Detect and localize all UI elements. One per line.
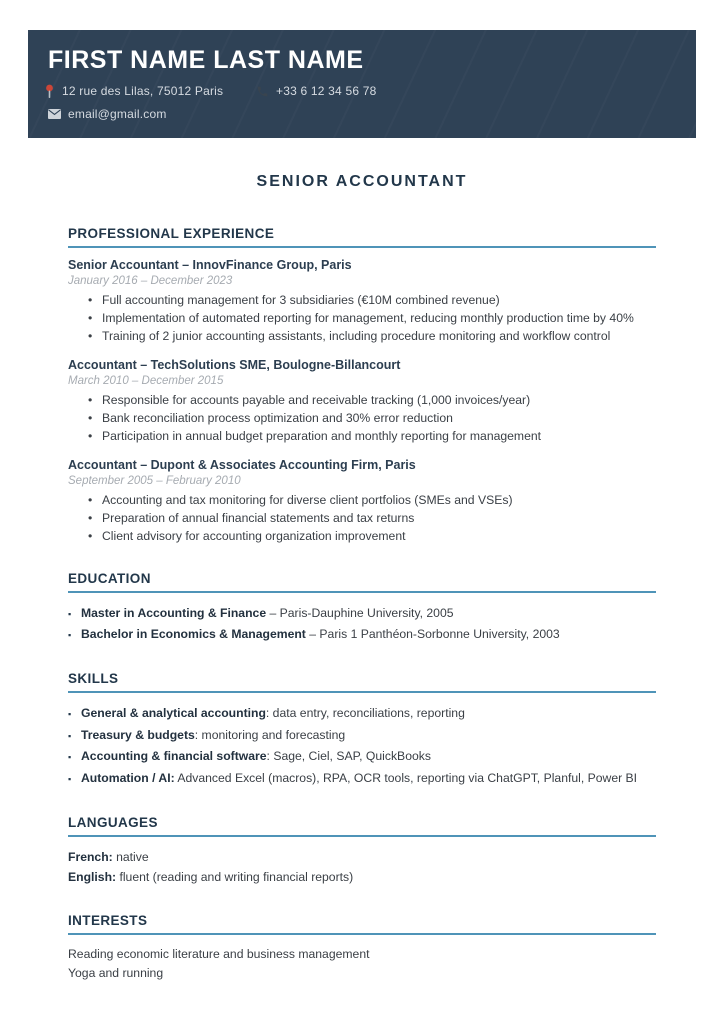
language-name: French: bbox=[68, 850, 113, 864]
experience-heading: PROFESSIONAL EXPERIENCE bbox=[68, 226, 656, 248]
job-dates: January 2016 – December 2023 bbox=[68, 275, 233, 287]
skill-detail: : data entry, reconciliations, reporting bbox=[265, 706, 465, 720]
job-entry bbox=[68, 358, 656, 445]
section-experience bbox=[68, 226, 656, 545]
envelope-icon bbox=[48, 109, 61, 119]
skill-detail: : Sage, Ciel, SAP, QuickBooks bbox=[266, 749, 431, 763]
interest-item: Reading economic literature and business management bbox=[68, 947, 370, 961]
job-bullet-list bbox=[68, 391, 656, 445]
skill-item bbox=[68, 725, 656, 747]
job-entry bbox=[68, 458, 656, 545]
address-item bbox=[44, 84, 256, 99]
job-bullet: • Implementation of automated reporting for management, reducing monthly production time by 40% bbox=[68, 309, 656, 327]
degree-name: Bachelor in Economics & Management bbox=[81, 627, 306, 641]
language-item bbox=[68, 847, 656, 867]
skill-item bbox=[68, 703, 656, 725]
job-bullet: • Full accounting management for 3 subsidiaries (€10M combined revenue) bbox=[68, 291, 656, 309]
skill-category: Accounting & financial software bbox=[81, 749, 267, 763]
email-item bbox=[48, 107, 167, 121]
education-item bbox=[68, 624, 656, 645]
person-name: FIRST NAME LAST NAME bbox=[48, 46, 364, 74]
address-text: 12 rue des Lilas, 75012 Paris bbox=[62, 84, 224, 98]
job-bullet: • Participation in annual budget preparation and monthly reporting for management bbox=[68, 427, 656, 445]
language-item bbox=[68, 867, 656, 887]
job-dates: March 2010 – December 2015 bbox=[68, 375, 224, 387]
degree-detail: – Paris 1 Panthéon-Sorbonne University, 2003 bbox=[305, 627, 560, 641]
skill-category: Automation / AI: bbox=[81, 770, 175, 785]
skill-detail: : monitoring and forecasting bbox=[194, 727, 346, 742]
language-level: native bbox=[112, 850, 149, 864]
job-bullet-list bbox=[68, 291, 656, 345]
skill-item bbox=[68, 746, 656, 768]
skill-item bbox=[68, 768, 656, 790]
job-title: Accountant – Dupont & Associates Accounting Firm, Paris bbox=[68, 458, 416, 472]
contact-row-1 bbox=[48, 84, 676, 99]
skills-heading: SKILLS bbox=[68, 671, 656, 693]
education-item bbox=[68, 603, 656, 624]
job-dates: September 2005 – February 2010 bbox=[68, 475, 241, 487]
job-bullet: • Accounting and tax monitoring for diverse client portfolios (SMEs and VSEs) bbox=[68, 491, 656, 509]
resume-body bbox=[68, 226, 656, 1008]
job-bullet: • Responsible for accounts payable and receivable tracking (1,000 invoices/year) bbox=[68, 391, 656, 409]
section-education bbox=[68, 571, 656, 645]
job-bullet: • Preparation of annual financial statements and tax returns bbox=[68, 509, 656, 527]
skills-list bbox=[68, 703, 656, 789]
section-languages bbox=[68, 815, 656, 887]
job-title: Senior Accountant – InnovFinance Group, Paris bbox=[68, 258, 352, 272]
contact-row-2 bbox=[48, 107, 676, 121]
job-bullet-list bbox=[68, 491, 656, 545]
phone-item bbox=[256, 84, 377, 98]
degree-name: Master in Accounting & Finance bbox=[81, 606, 267, 620]
skill-detail: Advanced Excel (macros), RPA, OCR tools, reporting via ChatGPT, Planful, Power BI bbox=[174, 770, 638, 785]
degree-detail: – Paris-Dauphine University, 2005 bbox=[266, 606, 454, 620]
section-interests bbox=[68, 913, 656, 982]
language-name: English: bbox=[68, 870, 117, 884]
languages-heading: LANGUAGES bbox=[68, 815, 656, 837]
section-skills bbox=[68, 671, 656, 789]
education-list bbox=[68, 603, 656, 645]
job-bullet: • Training of 2 junior accounting assistants, including procedure monitoring and workflow control bbox=[68, 327, 656, 345]
job-bullet: • Bank reconciliation process optimization and 30% error reduction bbox=[68, 409, 656, 427]
phone-icon bbox=[256, 85, 269, 98]
email-text: email@gmail.com bbox=[68, 106, 167, 121]
map-pin-icon bbox=[44, 84, 55, 99]
job-title: Accountant – TechSolutions SME, Boulogne-Billancourt bbox=[68, 358, 401, 372]
interests-heading: INTERESTS bbox=[68, 913, 656, 935]
phone-text: +33 6 12 34 56 78 bbox=[276, 84, 377, 98]
skill-category: General & analytical accounting bbox=[81, 706, 266, 720]
language-level: fluent (reading and writing financial reports) bbox=[116, 870, 354, 884]
job-entry bbox=[68, 258, 656, 345]
resume-header bbox=[28, 30, 696, 138]
document-title: SENIOR ACCOUNTANT bbox=[256, 173, 468, 190]
interest-item: Yoga and running bbox=[68, 965, 164, 980]
job-bullet: • Client advisory for accounting organization improvement bbox=[68, 527, 656, 545]
skill-category: Treasury & budgets bbox=[81, 727, 195, 742]
education-heading: EDUCATION bbox=[68, 571, 656, 593]
